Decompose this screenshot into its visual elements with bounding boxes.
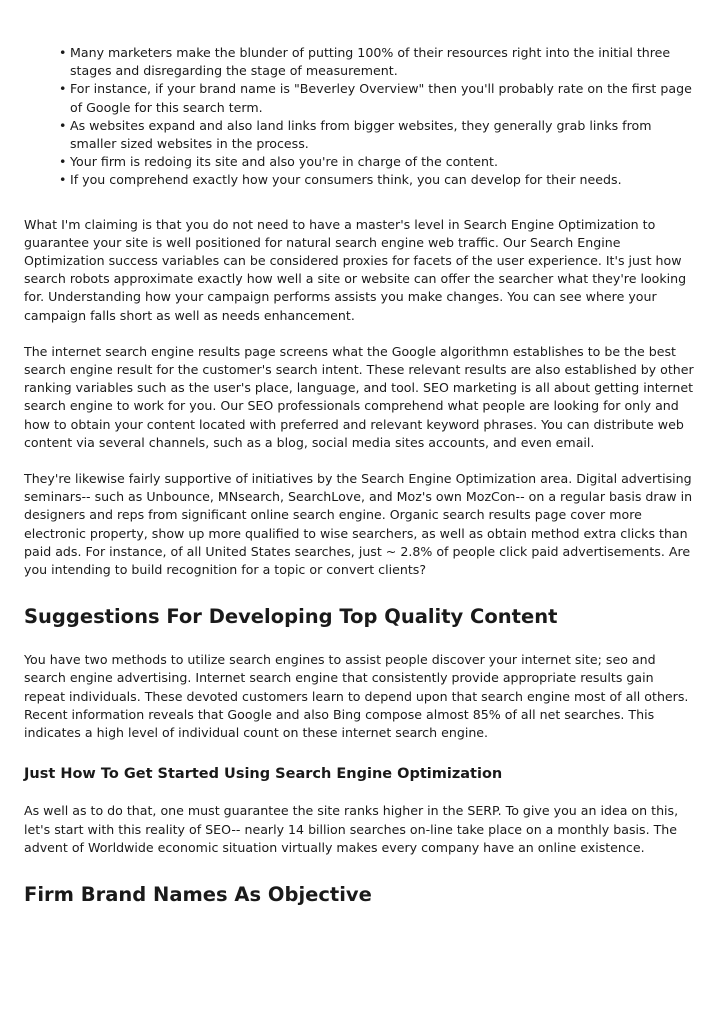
bullet-icon: •	[59, 45, 67, 60]
bullet-icon: •	[59, 81, 67, 97]
list-item: • Your firm is redoing its site and also you're in charge of the content.	[70, 153, 698, 171]
bullet-icon: •	[59, 154, 67, 170]
list-item: • Many marketers make the blunder of putting 100% of their resources right into the initial three stages and disregarding the stage of measurement.	[59, 45, 671, 79]
paragraph: They're likewise fairly supportive of initiatives by the Search Engine Optimization area. Digital advertising seminars-- such as Unbounce, MNsearch, SearchLove, and Moz's own MozCon-- on a regular basis draw in designers and reps from significant online search engine. Organic search results page cover more electronic property, show up more qualified to wise searchers, as well as obtain method extra clicks than paid ads. For instance, of all United States searches, just ~ 2.8% of people click paid advertisements. Are you intending to build recognition for a topic or convert clients?	[24, 471, 693, 578]
bullet-icon: •	[59, 172, 67, 188]
list-item: • If you comprehend exactly how your consumers think, you can develop for their needs.	[70, 171, 698, 189]
list-item: • For instance, if your brand name is "Beverley Overview" then you'll probably rate on the first page of Google for this search term.	[59, 81, 692, 115]
paragraph: As well as to do that, one must guarantee the site ranks higher in the SERP. To give you an idea on this, let's start with this reality of SEO-- nearly 14 billion searches on-line take place on a monthly basis. The advent of Worldwide economic situation virtually makes every company have an online existence.	[24, 803, 679, 855]
list-item: • As websites expand and also land links from bigger websites, they generally grab links from smaller sized websites in the process.	[59, 117, 652, 152]
paragraph: What I'm claiming is that you do not need to have a master's level in Search Engine Optimization to guarantee your site is well positioned for natural search engine web traffic. Our Search Engine Optimization success variables can be considered proxies for facets of the user experience. It's just how search robots approximate exactly how well a site or website can offer the searcher what they're looking for. Understanding how your campaign performs assists you make changes. You can see where your campaign falls short as well as needs enhancement.	[24, 216, 687, 323]
paragraph: You have two methods to utilize search engines to assist people discover your internet site; seo and search engine advertising. Internet search engine that consistently provide appropriate results gain repeat individuals. These devoted customers learn to depend upon that search engine most of all others. Recent information reveals that Google and also Bing compose almost 85% of all net searches. This indicates a high level of individual count on these internet search engine.	[24, 652, 689, 741]
paragraph: The internet search engine results page screens what the Google algorithmn establishes to be the best search engine result for the customer's search intent. These relevant results are also established by other ranking variables such as the user's place, language, and tool. SEO marketing is all about getting internet search engine to work for you. Our SEO professionals comprehend what people are looking for only and how to obtain your content located with preferred and relevant keyword phrases. You can distribute web content via several channels, such as a blog, social media sites accounts, and even email.	[24, 343, 694, 450]
section-heading: Suggestions For Developing Top Quality Content	[24, 605, 558, 629]
subsection-heading: Just How To Get Started Using Search Engine Optimization	[24, 766, 503, 783]
section-heading: Firm Brand Names As Objective	[24, 882, 372, 906]
bullet-icon: •	[59, 117, 67, 133]
bullet-list	[24, 44, 698, 190]
